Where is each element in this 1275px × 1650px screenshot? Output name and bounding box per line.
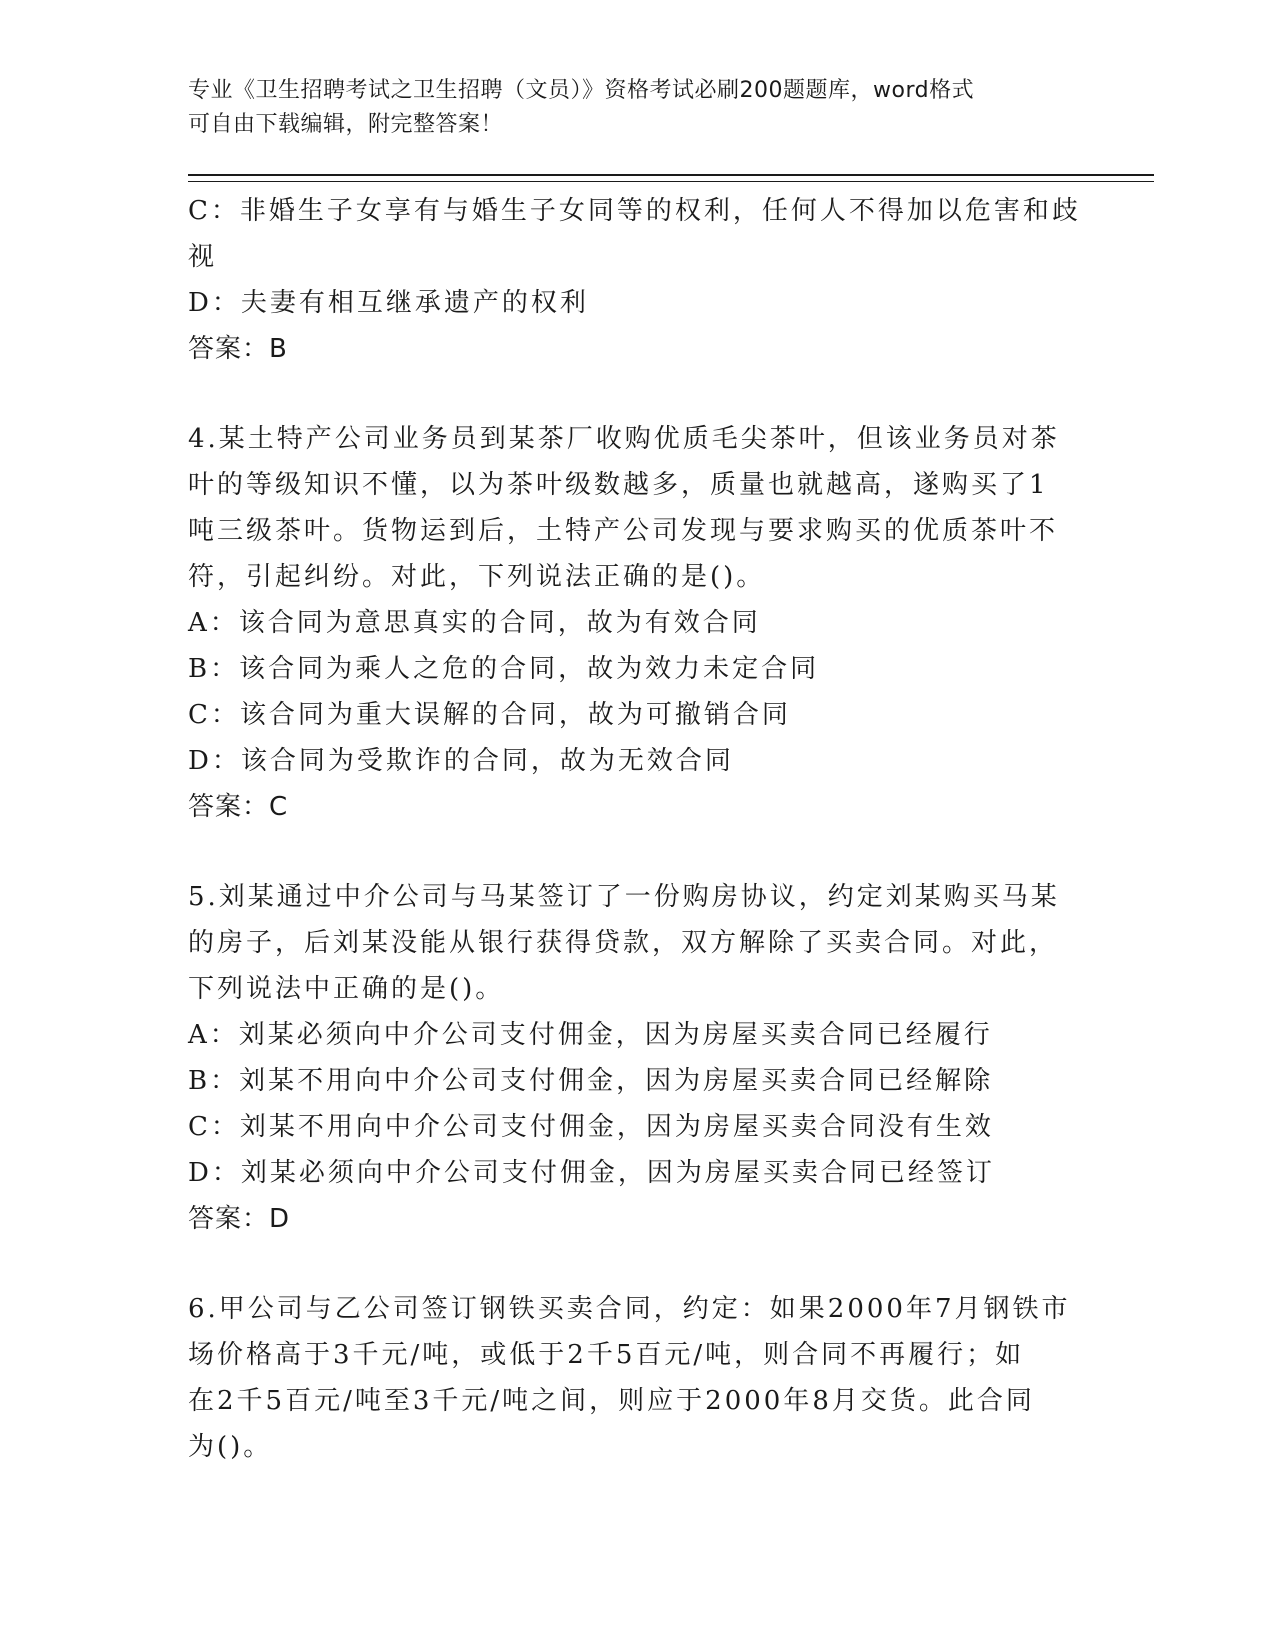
question-6 [188, 1286, 1071, 1470]
option-a: A：刘某必须向中介公司支付佣金，因为房屋买卖合同已经履行 [188, 1020, 993, 1050]
question-stem-line: 的房子，后刘某没能从银行获得贷款，双方解除了买卖合同。对此， [188, 928, 1059, 958]
answer-line: 答案：C [188, 792, 289, 822]
option-c-continued: 视 [188, 242, 218, 272]
question-stem-line: 吨三级茶叶。货物运到后，土特产公司发现与要求购买的优质茶叶不 [188, 516, 1059, 546]
question-stem-line: 叶的等级知识不懂，以为茶叶级数越多，质量也就越高，遂购买了1 [188, 470, 1049, 500]
option-c: C：该合同为重大误解的合同，故为可撤销合同 [188, 700, 791, 730]
question-3-tail [188, 188, 1081, 372]
question-content [188, 188, 1081, 1470]
question-stem-line: 符，引起纠纷。对此，下列说法正确的是()。 [188, 562, 766, 592]
option-a: A：该合同为意思真实的合同，故为有效合同 [188, 608, 761, 638]
header-rule-thin [188, 181, 1154, 182]
question-stem-line: 下列说法中正确的是()。 [188, 974, 505, 1004]
question-4 [188, 416, 1068, 830]
option-b: B：该合同为乘人之危的合同，故为效力未定合同 [188, 654, 820, 684]
option-c: C：刘某不用向中介公司支付佣金，因为房屋买卖合同没有生效 [188, 1112, 994, 1142]
question-stem-line: 在2千5百元/吨至3千元/吨之间，则应于2000年8月交货。此合同 [188, 1386, 1035, 1416]
answer-line: 答案：D [188, 1204, 291, 1234]
option-d: D：夫妻有相互继承遗产的权利 [188, 288, 589, 318]
option-c: C：非婚生子女享有与婚生子女同等的权利，任何人不得加以危害和歧 [188, 196, 1081, 226]
header-line-2: 可自由下载编辑，附完整答案！ [188, 112, 504, 137]
question-stem-line: 5.刘某通过中介公司与马某签订了一份购房协议，约定刘某购买马某 [188, 882, 1060, 912]
spacer [188, 1242, 1068, 1286]
question-stem-line: 4.某土特产公司业务员到某茶厂收购优质毛尖茶叶，但该业务员对茶 [188, 424, 1060, 454]
option-b: B：刘某不用向中介公司支付佣金，因为房屋买卖合同已经解除 [188, 1066, 994, 1096]
option-d: D：该合同为受欺诈的合同，故为无效合同 [188, 746, 734, 776]
header-rule-thick [188, 174, 1154, 176]
spacer [188, 830, 1068, 874]
question-stem-line: 为()。 [188, 1432, 273, 1462]
question-stem-line: 场价格高于3千元/吨，或低于2千5百元/吨，则合同不再履行；如 [188, 1340, 1025, 1370]
answer-line: 答案：B [188, 334, 288, 364]
question-5 [188, 874, 1068, 1242]
option-d: D：刘某必须向中介公司支付佣金，因为房屋买卖合同已经签订 [188, 1158, 995, 1188]
page-header [188, 74, 1068, 142]
header-line-1: 专业《卫生招聘考试之卫生招聘（文员）》资格考试必刷200题题库，word格式 [188, 78, 975, 103]
question-stem-line: 6.甲公司与乙公司签订钢铁买卖合同，约定：如果2000年7月钢铁市 [188, 1294, 1071, 1324]
spacer [188, 372, 1068, 416]
